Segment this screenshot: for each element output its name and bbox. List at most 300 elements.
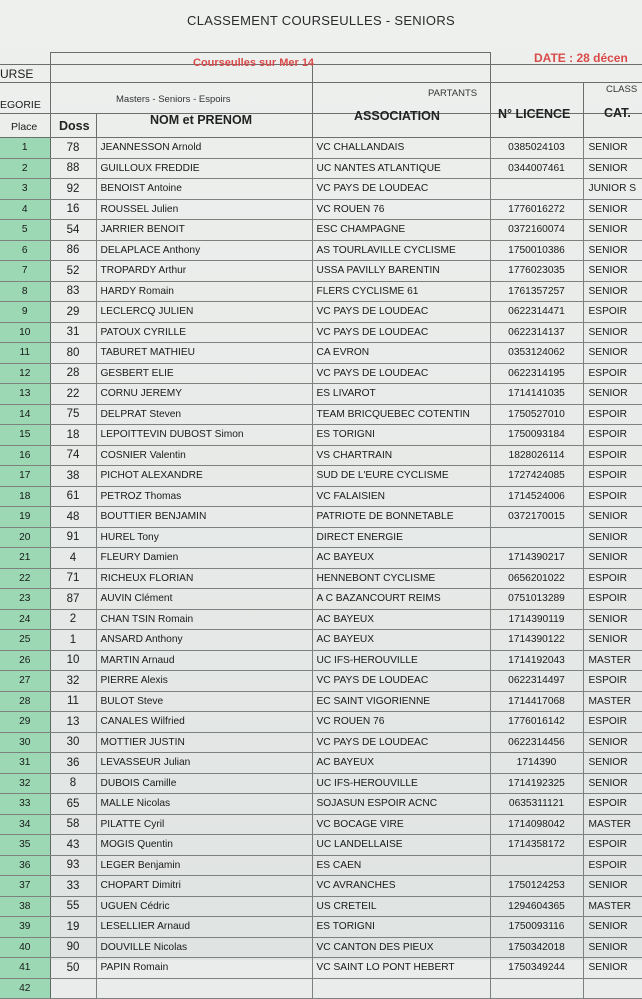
cell-licence: 0372170015 [490,507,583,528]
cell-association: VS CHARTRAIN [312,445,490,466]
cell-name: ROUSSEL Julien [96,199,312,220]
cell-category: ESPOIR [583,363,642,384]
cell-place: 28 [0,691,50,712]
cell-category: SENIOR [583,322,642,343]
cell-name: DELPRAT Steven [96,404,312,425]
cell-category: SENIOR [583,609,642,630]
cell-doss: 43 [50,835,96,856]
cell-licence: 1714390217 [490,548,583,569]
cell-category: MASTER [583,814,642,835]
cell-name: PATOUX CYRILLE [96,322,312,343]
cell-doss: 50 [50,958,96,979]
cell-category: ESPOIR [583,712,642,733]
cell-licence: 1750093116 [490,917,583,938]
cell-category: ESPOIR [583,404,642,425]
cell-licence: 0622314471 [490,302,583,323]
cell-category [583,978,642,999]
cell-name: PILATTE Cyril [96,814,312,835]
cell-licence: 1727424085 [490,466,583,487]
cell-place: 41 [0,958,50,979]
cell-place: 4 [0,199,50,220]
cell-category: SENIOR [583,773,642,794]
table-row [0,445,642,466]
table-row [0,609,642,630]
cell-place: 19 [0,507,50,528]
cell-doss: 33 [50,876,96,897]
cell-doss: 32 [50,671,96,692]
course-label: URSE [0,67,34,81]
cell-licence: 1714192043 [490,650,583,671]
cell-category: SENIOR [583,958,642,979]
table-row [0,343,642,364]
cell-name: HUREL Tony [96,527,312,548]
cell-category: ESPOIR [583,466,642,487]
cell-licence: 1714141035 [490,384,583,405]
cell-association: VC PAYS DE LOUDEAC [312,671,490,692]
cell-name: BENOIST Antoine [96,179,312,200]
cell-place: 13 [0,384,50,405]
cell-place: 2 [0,158,50,179]
cell-doss: 8 [50,773,96,794]
category-desc: Masters - Seniors - Espoirs [116,94,231,105]
cell-doss: 93 [50,855,96,876]
cell-doss: 55 [50,896,96,917]
cell-association: AS TOURLAVILLE CYCLISME [312,240,490,261]
table-row [0,179,642,200]
table-row [0,138,642,158]
cell-doss: 91 [50,527,96,548]
table-row [0,917,642,938]
cell-name: DELAPLACE Anthony [96,240,312,261]
cell-association: CA EVRON [312,343,490,364]
cell-doss: 38 [50,466,96,487]
cell-name: PAPIN Romain [96,958,312,979]
cell-place: 20 [0,527,50,548]
cell-category: JUNIOR S [583,179,642,200]
cell-doss: 18 [50,425,96,446]
cell-licence: 1714358172 [490,835,583,856]
cell-doss: 2 [50,609,96,630]
cell-association: VC ROUEN 76 [312,712,490,733]
cell-licence [490,179,583,200]
cell-place: 24 [0,609,50,630]
cell-place: 15 [0,425,50,446]
cell-place: 14 [0,404,50,425]
cell-name: DUBOIS Camille [96,773,312,794]
cell-category: ESPOIR [583,794,642,815]
cell-category: SENIOR [583,527,642,548]
cell-name: CANALES Wilfried [96,712,312,733]
cell-doss: 75 [50,404,96,425]
cell-licence: 1761357257 [490,281,583,302]
cell-licence: 1714417068 [490,691,583,712]
table-row [0,814,642,835]
cell-association: PATRIOTE DE BONNETABLE [312,507,490,528]
table-row [0,568,642,589]
cell-licence: 0622314195 [490,363,583,384]
table-row [0,650,642,671]
table-row [0,527,642,548]
cell-association: VC PAYS DE LOUDEAC [312,322,490,343]
header-line-mid [0,82,642,83]
header-vline-1 [50,52,51,138]
cell-association: SUD DE L'EURE CYCLISME [312,466,490,487]
cell-doss: 28 [50,363,96,384]
cell-doss: 1 [50,630,96,651]
cell-place: 16 [0,445,50,466]
cell-name: AUVIN Clément [96,589,312,610]
cell-category: SENIOR [583,876,642,897]
cell-licence: 0622314497 [490,671,583,692]
cell-place: 34 [0,814,50,835]
table-row [0,281,642,302]
table-row [0,466,642,487]
table-row [0,712,642,733]
col-header-association: ASSOCIATION [354,109,440,123]
cell-licence: 1714390122 [490,630,583,651]
cell-doss: 4 [50,548,96,569]
cell-place: 32 [0,773,50,794]
cell-place: 30 [0,732,50,753]
cell-association: US CRETEIL [312,896,490,917]
cell-licence: 1776016142 [490,712,583,733]
cell-doss: 92 [50,179,96,200]
col-header-cat: CAT. [604,106,631,120]
cell-licence: 1776023035 [490,261,583,282]
cell-category: ESPOIR [583,589,642,610]
table-row [0,404,642,425]
cell-place: 9 [0,302,50,323]
cell-place: 39 [0,917,50,938]
page-title: CLASSEMENT COURSEULLES - SENIORS [187,13,455,28]
cell-category: ESPOIR [583,445,642,466]
cell-doss: 10 [50,650,96,671]
col-header-place: Place [11,121,38,133]
cell-doss: 30 [50,732,96,753]
cell-place: 37 [0,876,50,897]
table-row [0,958,642,979]
table-row [0,978,642,999]
cell-licence: 1750093184 [490,425,583,446]
cell-place: 3 [0,179,50,200]
cell-name: GESBERT ELIE [96,363,312,384]
cell-category: ESPOIR [583,671,642,692]
cell-category: SENIOR [583,630,642,651]
cell-doss: 86 [50,240,96,261]
cell-association: VC AVRANCHES [312,876,490,897]
cell-name: UGUEN Cédric [96,896,312,917]
table-row [0,486,642,507]
cell-category: SENIOR [583,937,642,958]
cell-place: 27 [0,671,50,692]
cell-doss [50,978,96,999]
cell-licence: 0353124062 [490,343,583,364]
table-row [0,220,642,241]
cell-name: LEVASSEUR Julian [96,753,312,774]
cell-place: 40 [0,937,50,958]
cell-name: FLEURY Damien [96,548,312,569]
cell-licence: 0622314137 [490,322,583,343]
header-vline-3 [312,64,313,138]
cell-licence: 1750527010 [490,404,583,425]
cell-association: DIRECT ENERGIE [312,527,490,548]
cell-doss: 52 [50,261,96,282]
col-header-name: NOM et PRENOM [150,113,253,127]
cell-name [96,978,312,999]
cell-place: 5 [0,220,50,241]
cell-association: ES LIVAROT [312,384,490,405]
cell-association: VC PAYS DE LOUDEAC [312,302,490,323]
cell-association: VC ROUEN 76 [312,199,490,220]
cell-name: TABURET MATHIEU [96,343,312,364]
cell-licence: 1828026114 [490,445,583,466]
cell-place: 29 [0,712,50,733]
cell-association: TEAM BRICQUEBEC COTENTIN [312,404,490,425]
cell-category: SENIOR [583,138,642,158]
cell-category: SENIOR [583,261,642,282]
header-vline-4 [490,52,491,138]
cell-association: VC PAYS DE LOUDEAC [312,179,490,200]
results-table [0,138,642,999]
cell-category: SENIOR [583,158,642,179]
cell-association: VC PAYS DE LOUDEAC [312,732,490,753]
cell-place: 10 [0,322,50,343]
cell-association: EC SAINT VIGORIENNE [312,691,490,712]
cell-category: ESPOIR [583,486,642,507]
table-row [0,158,642,179]
cell-name: PIERRE Alexis [96,671,312,692]
cell-association: ES TORIGNI [312,425,490,446]
cell-association: UC IFS-HEROUVILLE [312,650,490,671]
cell-category: SENIOR [583,220,642,241]
cell-association: UC IFS-HEROUVILLE [312,773,490,794]
cell-place: 18 [0,486,50,507]
cell-licence: 0622314456 [490,732,583,753]
cell-category: SENIOR [583,732,642,753]
cell-association [312,978,490,999]
cell-category: MASTER [583,896,642,917]
cell-name: CHAN TSIN Romain [96,609,312,630]
cell-association: UC LANDELLAISE [312,835,490,856]
cell-place: 23 [0,589,50,610]
cell-name: LEPOITTEVIN DUBOST Simon [96,425,312,446]
cell-place: 1 [0,138,50,158]
table-row [0,671,642,692]
cell-category: ESPOIR [583,835,642,856]
cell-licence: 0635311121 [490,794,583,815]
cell-category: MASTER [583,650,642,671]
cell-category: ESPOIR [583,855,642,876]
cell-category: SENIOR [583,753,642,774]
cell-name: MOTTIER JUSTIN [96,732,312,753]
cell-licence: 1750124253 [490,876,583,897]
cell-association: AC BAYEUX [312,548,490,569]
cell-category: ESPOIR [583,568,642,589]
cell-licence: 1714524006 [490,486,583,507]
cell-name: JEANNESSON Arnold [96,138,312,158]
table-row [0,794,642,815]
cell-association: ES TORIGNI [312,917,490,938]
table-row [0,691,642,712]
cell-association: VC FALAISIEN [312,486,490,507]
cell-licence: 1750010386 [490,240,583,261]
cell-name: JARRIER BENOIT [96,220,312,241]
cell-doss: 31 [50,322,96,343]
cell-licence: 0751013289 [490,589,583,610]
cell-association: AC BAYEUX [312,630,490,651]
cell-doss: 11 [50,691,96,712]
cell-licence: 0656201022 [490,568,583,589]
cell-name: BULOT Steve [96,691,312,712]
table-row [0,589,642,610]
cell-name: GUILLOUX FREDDIE [96,158,312,179]
cell-licence: 1714192325 [490,773,583,794]
cell-name: TROPARDY Arthur [96,261,312,282]
cell-doss: 87 [50,589,96,610]
header-vline-2 [96,113,97,138]
table-row [0,240,642,261]
cell-name: MARTIN Arnaud [96,650,312,671]
col-header-licence: N° LICENCE [498,107,571,121]
cell-name: BOUTTIER BENJAMIN [96,507,312,528]
cell-association: ES CAEN [312,855,490,876]
cell-place: 38 [0,896,50,917]
cell-licence: 1714390 [490,753,583,774]
cell-doss: 90 [50,937,96,958]
cell-association: AC BAYEUX [312,753,490,774]
cell-doss: 13 [50,712,96,733]
cell-name: CHOPART Dimitri [96,876,312,897]
cell-place: 35 [0,835,50,856]
cell-doss: 88 [50,158,96,179]
cell-licence: 1714098042 [490,814,583,835]
table-row [0,896,642,917]
cell-association: AC BAYEUX [312,609,490,630]
cell-place: 25 [0,630,50,651]
cell-association: FLERS CYCLISME 61 [312,281,490,302]
cell-doss: 19 [50,917,96,938]
cell-doss: 22 [50,384,96,405]
cell-association: VC CHALLANDAIS [312,138,490,158]
date-label: DATE : 28 décen [534,51,628,65]
cell-doss: 48 [50,507,96,528]
cell-category: SENIOR [583,343,642,364]
cell-association: VC PAYS DE LOUDEAC [312,363,490,384]
cell-name: PETROZ Thomas [96,486,312,507]
partants-label: PARTANTS [428,88,478,99]
table-row [0,876,642,897]
cell-category: MASTER [583,691,642,712]
table-row [0,302,642,323]
cell-name: ANSARD Anthony [96,630,312,651]
table-row [0,937,642,958]
cell-place: 22 [0,568,50,589]
cell-category: SENIOR [583,240,642,261]
cell-place: 33 [0,794,50,815]
cell-place: 17 [0,466,50,487]
cell-name: RICHEUX FLORIAN [96,568,312,589]
cell-place: 42 [0,978,50,999]
cell-doss: 65 [50,794,96,815]
cell-name: PICHOT ALEXANDRE [96,466,312,487]
cell-association: A C BAZANCOURT REIMS [312,589,490,610]
cell-place: 31 [0,753,50,774]
cell-association: VC CANTON DES PIEUX [312,937,490,958]
cell-association: HENNEBONT CYCLISME [312,568,490,589]
cell-association: VC SAINT LO PONT HEBERT [312,958,490,979]
cell-category: ESPOIR [583,302,642,323]
category-label: EGORIE [0,99,41,111]
cell-name: LECLERCQ JULIEN [96,302,312,323]
table-row [0,384,642,405]
cell-category: SENIOR [583,384,642,405]
cell-association: VC BOCAGE VIRE [312,814,490,835]
cell-category: SENIOR [583,507,642,528]
cell-licence [490,527,583,548]
cell-name: MALLE Nicolas [96,794,312,815]
cell-licence [490,978,583,999]
table-row [0,835,642,856]
cell-doss: 78 [50,138,96,158]
table-row [0,753,642,774]
cell-category: SENIOR [583,917,642,938]
cell-licence: 0372160074 [490,220,583,241]
cell-association: ESC CHAMPAGNE [312,220,490,241]
table-row [0,507,642,528]
cell-place: 12 [0,363,50,384]
cell-doss: 80 [50,343,96,364]
cell-doss: 74 [50,445,96,466]
cell-licence: 0344007461 [490,158,583,179]
race-name: Courseulles sur Mer 14 [193,57,315,69]
cell-name: CORNU JEREMY [96,384,312,405]
cell-licence: 1714390119 [490,609,583,630]
cell-licence: 1776016272 [490,199,583,220]
cell-place: 7 [0,261,50,282]
cell-category: ESPOIR [583,425,642,446]
cell-doss: 16 [50,199,96,220]
table-row [0,261,642,282]
cell-place: 36 [0,855,50,876]
cell-licence: 0385024103 [490,138,583,158]
cell-licence: 1750342018 [490,937,583,958]
cell-association: UC NANTES ATLANTIQUE [312,158,490,179]
table-row [0,199,642,220]
table-row [0,548,642,569]
cell-association: SOJASUN ESPOIR ACNC [312,794,490,815]
class-label: CLASS [606,84,638,95]
cell-name: COSNIER Valentin [96,445,312,466]
cell-doss: 29 [50,302,96,323]
cell-name: MOGIS Quentin [96,835,312,856]
col-header-doss: Doss [59,119,90,133]
table-row [0,855,642,876]
cell-doss: 54 [50,220,96,241]
table-row [0,425,642,446]
header-vline-5 [583,82,584,138]
cell-place: 26 [0,650,50,671]
cell-place: 6 [0,240,50,261]
cell-name: LEGER Benjamin [96,855,312,876]
table-row [0,630,642,651]
results-body [0,138,642,999]
cell-place: 8 [0,281,50,302]
cell-name: DOUVILLE Nicolas [96,937,312,958]
cell-category: SENIOR [583,548,642,569]
cell-name: LESELLIER Arnaud [96,917,312,938]
table-row [0,732,642,753]
cell-licence: 1294604365 [490,896,583,917]
